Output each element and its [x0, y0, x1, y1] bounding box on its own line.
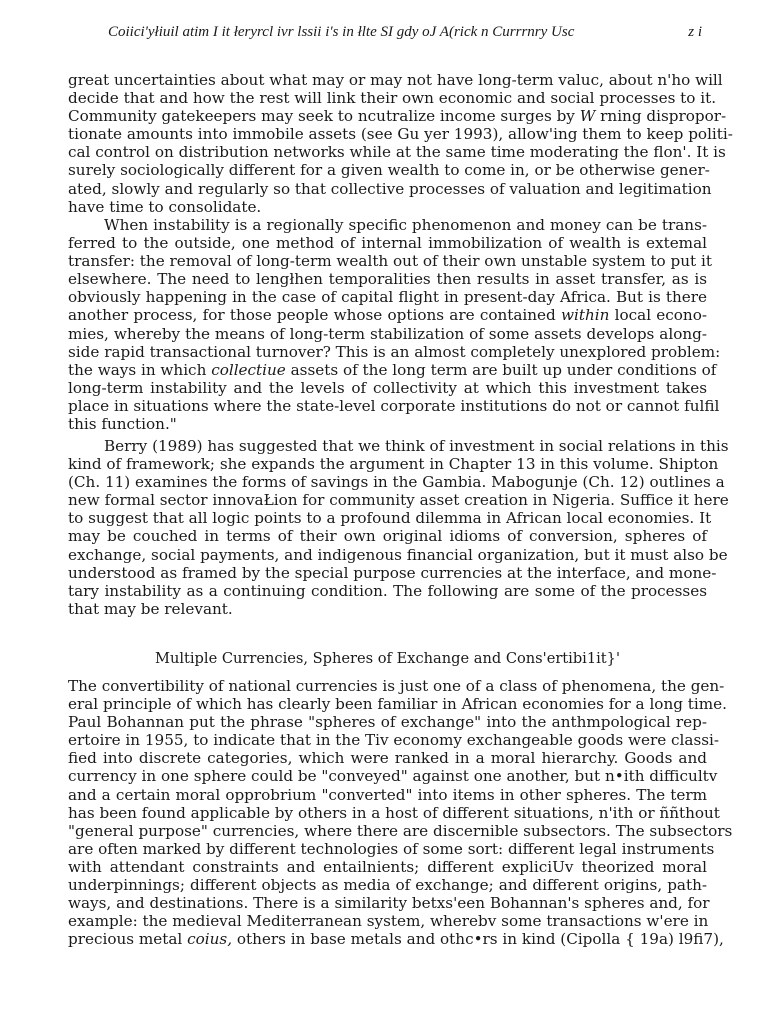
running-head-title: Coiici'yłiuil atim I it łeryrcl ivr lssii i's in łlte SI gdy oJ A(rick n Currrnry Usc	[108, 24, 575, 40]
text-line: surely sociologically different for a given wealth to come in, or be otherwise gener-	[68, 161, 710, 180]
text-line: understood as framed by the special purpose currencies at the interface, and mone-	[68, 563, 717, 582]
paragraph-3	[68, 437, 729, 618]
text-line: When instability is a regionally specific phenomenon and money can be trans-	[104, 216, 707, 234]
text-line: ated, slowly and regularly so that collective processes of valuation and legitimation	[68, 179, 712, 198]
running-head	[108, 21, 702, 43]
text-line: have time to consolidate.	[68, 197, 262, 216]
text-line: place in situations where the state-level corporate institutions do not or cannot fulfil	[68, 396, 720, 415]
text-line: elsewhere. The need to lengłhen temporalities then results in asset transfer, as is	[68, 270, 707, 289]
text-line: Berry (1989) has suggested that we think of investment in social relations in this	[104, 437, 729, 455]
text-line: cal control on distribution networks while at the same time moderating the flon'. It is	[68, 143, 726, 162]
text-line: tary instability as a continuing condition. The following are some of the processes	[68, 581, 707, 600]
text-line: exchange, social payments, and indigenous financial organization, but it must also be	[68, 545, 728, 564]
text-line: Community gatekeepers may seek to ncutralize income surges by W rning dispropor-	[68, 107, 727, 126]
text-line: and a certain moral opprobrium "converted" into items in other spheres. The term	[68, 785, 707, 804]
text-line: to suggest that all logic points to a profound dilemma in African local economies. It	[68, 509, 712, 528]
page-number: z i	[688, 24, 702, 40]
text-line: long-term instability and the levels of collectivity at which this investment takes	[68, 378, 707, 397]
text-line: side rapid transactional turnover? This is an almost completely unexplored problem:	[68, 342, 721, 361]
text-line: eral principle of which has clearly been familiar in African economies for a long time.	[68, 695, 727, 714]
text-line: the ways in which collectiue assets of the long term are built up under conditions of	[68, 360, 717, 379]
text-line: this function."	[68, 415, 177, 434]
text-line: decide that and how the rest will link their own economic and social processes to it.	[68, 89, 717, 108]
text-line: tionate amounts into immobile assets (see Gu yer 1993), allow'ing them to keep politi-	[68, 125, 733, 144]
text-line: great uncertainties about what may or may not have long-term valuc, about n'ho will	[68, 71, 723, 89]
text-line: another process, for those people whose options are contained within local econo-	[68, 306, 707, 325]
text-line: obviously happening in the case of capital flight in present-day Africa. But is there	[68, 288, 707, 307]
paragraph-1	[68, 71, 733, 216]
text-line: kind of framework; she expands the argument in Chapter 13 in this volume. Shipton	[68, 455, 719, 474]
text-line: (Ch. 11) examines the forms of savings in the Gambia. Mabogunje (Ch. 12) outlines a	[68, 473, 725, 492]
section-heading: Multiple Currencies, Spheres of Exchange and Cons'ertibi1it}'	[155, 650, 620, 667]
text-line: ferred to the outside, one method of internal immobilization of wealth is extemal	[68, 234, 707, 253]
text-line: "general purpose" currencies, where there are discernible subsectors. The subsectors	[68, 821, 733, 840]
paragraph-2	[68, 216, 721, 434]
text-line: has been found applicable by others in a host of different situations, n'ith or ññthout	[68, 803, 720, 822]
text-line: currency in one sphere could be "conveyed" against one another, but n•ith difficultv	[68, 767, 718, 786]
text-line: ertoire in 1955, to indicate that in the Tiv economy exchangeable goods were classi-	[68, 731, 720, 750]
text-line: may be couched in terms of their own original idioms of conversion, spheres of	[68, 527, 707, 546]
text-line: precious metal coius, others in base metals and othc•rs in kind (Cipolla { 19a) l9fi7),	[68, 930, 724, 949]
text-line: Paul Bohannan put the phrase "spheres of exchange" into the anthmpological rep-	[68, 713, 707, 732]
text-line: example: the medieval Mediterranean system, wherebv some transactions w'ere in	[68, 912, 709, 931]
text-line: mies, whereby the means of long-term stabilization of some assets develops along-	[68, 324, 707, 343]
text-line: The convertibility of national currencies is just one of a class of phenomena, the gen-	[68, 677, 725, 695]
paragraph-4	[68, 677, 733, 949]
text-line: with attendant constraints and entailnients; different expliciUv theorized moral	[68, 857, 707, 876]
text-line: are often marked by different technologies of some sort: different legal instruments	[68, 839, 715, 858]
text-line: new formal sector innovaŁion for community asset creation in Nigeria. Suffice it here	[68, 491, 729, 510]
text-line: transfer: the removal of long-term wealth out of their own unstable system to put it	[68, 252, 712, 271]
text-line: underpinnings; different objects as media of exchange; and different origins, path-	[68, 876, 707, 895]
text-line: that may be relevant.	[68, 599, 233, 618]
text-line: ways, and destinations. There is a similarity betxs'een Bohannan's spheres and, for	[68, 894, 710, 913]
text-line: fied into discrete categories, which were ranked in a moral hierarchy. Goods and	[68, 749, 707, 768]
